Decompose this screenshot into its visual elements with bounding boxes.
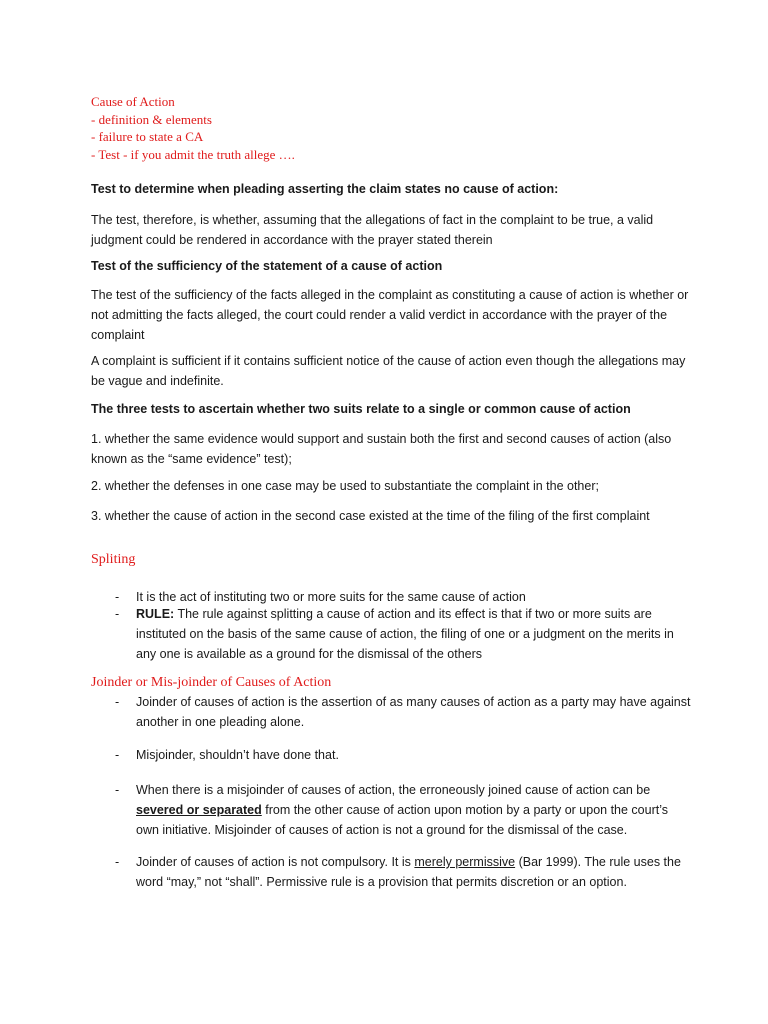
- bullet-text: It is the act of instituting two or more suits for the same cause of action: [136, 590, 526, 604]
- rule-label: RULE:: [136, 607, 175, 621]
- section-heading-splitting: Spliting: [91, 552, 136, 567]
- bullet-text-part: Joinder of causes of action is not compulsory. It is: [136, 855, 415, 869]
- section-heading: The three tests to ascertain whether two suits relate to a single or common cause of action: [91, 402, 631, 416]
- list-item: [91, 692, 691, 732]
- section-heading: Test to determine when pleading asserting the claim states no cause of action:: [91, 182, 559, 196]
- list-item: [91, 604, 691, 664]
- header-note-item: - definition & elements: [91, 111, 212, 127]
- bullet-text-part: from the other cause of action upon motion by a party or upon the court’s own initiative. Misjoinder of causes of action is not a ground for the dismissal of the case.: [136, 803, 669, 837]
- paragraph: The test, therefore, is whether, assuming that the allegations of fact in the complaint to be true, a valid judgment could be rendered in accordance with the prayer stated therein: [91, 213, 654, 247]
- bullet-dash: -: [115, 607, 120, 621]
- list-item: 1. whether the same evidence would support and sustain both the first and second causes of action (also known as the “same evidence” test);: [91, 432, 672, 466]
- bullet-dash: -: [115, 590, 120, 604]
- list-item: 2. whether the defenses in one case may be used to substantiate the complaint in the other;: [91, 479, 599, 493]
- bullet-dash: -: [115, 855, 120, 869]
- bullet-text: [136, 852, 691, 892]
- paragraph: The test of the sufficiency of the facts alleged in the complaint as constituting a cause of action is whether or not admitting the facts alleged, the court could render a valid verdict in accordance with the prayer of the complaint: [91, 288, 689, 342]
- bullet-text: Misjoinder, shouldn’t have done that.: [136, 748, 339, 762]
- header-note-title: Cause of Action: [91, 94, 175, 109]
- bullet-dash: -: [115, 748, 120, 762]
- bullet-dash: -: [115, 783, 120, 797]
- paragraph: A complaint is sufficient if it contains sufficient notice of the cause of action even though the allegations may be vague and indefinite.: [91, 354, 686, 388]
- bullet-text-part: (Bar 1999). The rule uses the word “may,” not “shall”. Permissive rule is a provision that permits discretion or an option.: [136, 855, 681, 889]
- list-item: [91, 852, 691, 892]
- list-item: [91, 780, 691, 840]
- header-note-item: - failure to state a CA: [91, 129, 204, 144]
- bullet-text: [136, 604, 691, 664]
- bullet-text-part: When there is a misjoinder of causes of action, the erroneously joined cause of action can be: [136, 783, 651, 797]
- section-heading-joinder: Joinder or Mis-joinder of Causes of Action: [91, 675, 332, 690]
- rule-text: The rule against splitting a cause of action and its effect is that if two or more suits are instituted on the basis of the same cause of action, the filing of one or a judgment on the merits in any one is available as a ground for the dismissal of the others: [136, 607, 674, 661]
- section-heading: Test of the sufficiency of the statement of a cause of action: [91, 259, 443, 273]
- header-note-item: - Test - if you admit the truth allege ….: [91, 146, 295, 162]
- bullet-text: [136, 780, 691, 840]
- list-item: 3. whether the cause of action in the second case existed at the time of the filing of the first complaint: [91, 509, 650, 523]
- list-item: [91, 745, 691, 765]
- header-notes: [91, 93, 295, 163]
- underlined-phrase: merely permissive: [414, 855, 516, 869]
- underlined-phrase: severed or separated: [136, 803, 262, 817]
- bullet-text: Joinder of causes of action is the assertion of as many causes of action as a party may have against another in one pleading alone.: [136, 695, 691, 729]
- bullet-dash: -: [115, 695, 120, 709]
